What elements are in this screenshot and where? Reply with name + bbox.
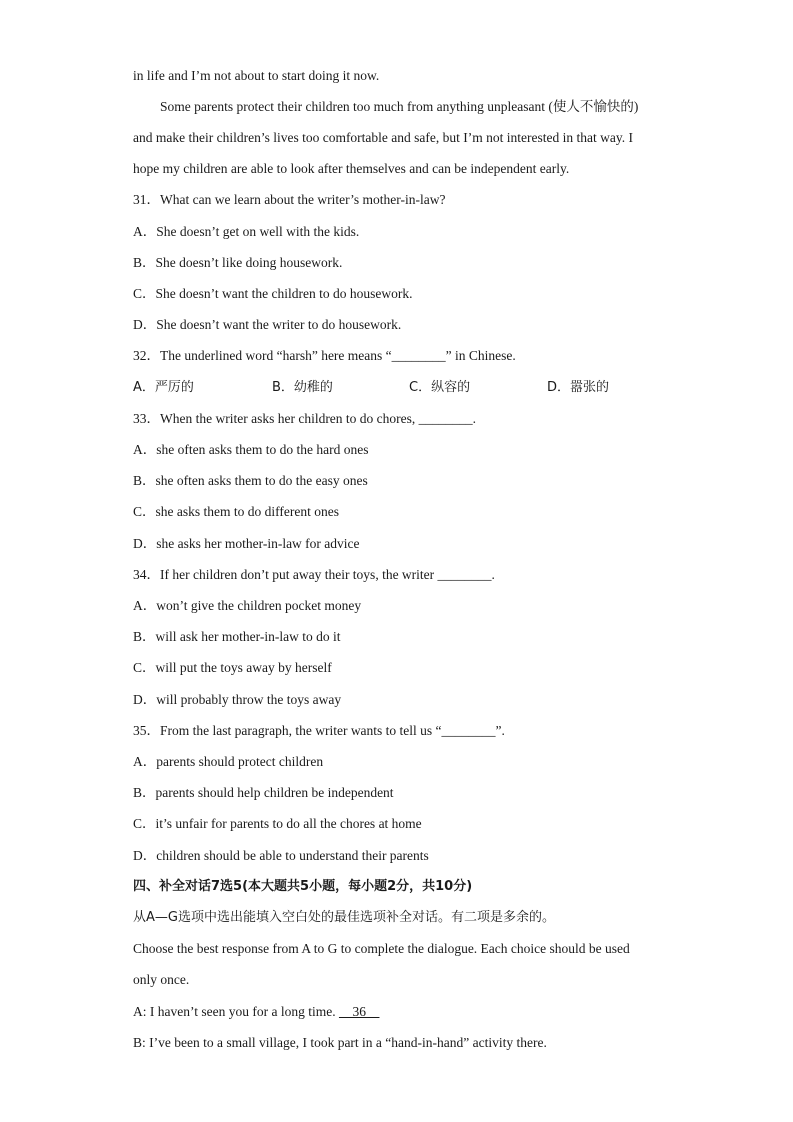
question-35-option-c: C．it’s unfair for parents to do all the chores at home: [133, 816, 422, 831]
question-31-option-b: B．She doesn’t like doing housework.: [133, 255, 343, 270]
question-31-stem: 31．What can we learn about the writer’s mother-in-law?: [133, 192, 446, 207]
section-4-instruction-cn: 从A—G选项中选出能填入空白处的最佳选项补全对话。有二项是多余的。: [133, 910, 555, 925]
blank-36: 36: [338, 1004, 380, 1019]
paragraph-line-3: and make their children’s lives too comfortable and safe, but I’m not interested in that way. I: [133, 130, 633, 145]
question-31-option-a: A．She doesn’t get on well with the kids.: [133, 224, 360, 239]
question-33-option-b: B．she often asks them to do the easy ones: [133, 473, 368, 488]
question-34-option-b: B．will ask her mother-in-law to do it: [133, 629, 341, 644]
question-35-option-b: B．parents should help children be independent: [133, 785, 394, 800]
question-32-option-b: B．幼稚的: [272, 380, 333, 395]
question-32-option-d: D．嚣张的: [547, 380, 610, 395]
section-4-instruction-en-line-1: Choose the best response from A to G to complete the dialogue. Each choice should be used: [133, 941, 630, 956]
question-35-option-a: A．parents should protect children: [133, 754, 324, 769]
question-32-option-c: C．纵容的: [409, 380, 471, 395]
question-34-stem: 34．If her children don’t put away their toys, the writer ________.: [133, 567, 495, 582]
dialogue-line-a-text: A: I haven’t seen you for a long time.: [133, 1004, 339, 1019]
question-33-option-d: D．she asks her mother-in-law for advice: [133, 536, 360, 551]
question-33-option-a: A．she often asks them to do the hard ones: [133, 442, 369, 457]
question-33-option-c: C．she asks them to do different ones: [133, 504, 339, 519]
dialogue-line-a: [133, 1003, 379, 1021]
question-32-option-a: A．严厉的: [133, 380, 194, 395]
question-34-option-a: A．won’t give the children pocket money: [133, 598, 362, 613]
question-34-option-d: D．will probably throw the toys away: [133, 692, 342, 707]
question-34-option-c: C．will put the toys away by herself: [133, 660, 332, 675]
question-31-option-d: D．She doesn’t want the writer to do housework.: [133, 317, 402, 332]
section-4-instruction-en-line-2: only once.: [133, 972, 190, 987]
question-33-stem: 33．When the writer asks her children to do chores, ________.: [133, 411, 477, 426]
paragraph-line-2: Some parents protect their children too much from anything unpleasant (使人不愉快的): [160, 99, 639, 114]
paragraph-line-1: in life and I’m not about to start doing it now.: [133, 68, 380, 83]
section-4-heading: 四、补全对话7选5(本大题共5小题，每小题2分，共10分): [133, 879, 473, 894]
dialogue-line-b: B: I’ve been to a small village, I took part in a “hand-in-hand” activity there.: [133, 1035, 547, 1050]
question-35-stem: 35．From the last paragraph, the writer wants to tell us “________”.: [133, 723, 505, 738]
question-31-option-c: C．She doesn’t want the children to do housework.: [133, 286, 413, 301]
question-35-option-d: D．children should be able to understand their parents: [133, 848, 429, 863]
question-32-stem: 32．The underlined word “harsh” here means “________” in Chinese.: [133, 348, 516, 363]
paragraph-line-4: hope my children are able to look after themselves and can be independent early.: [133, 161, 570, 176]
